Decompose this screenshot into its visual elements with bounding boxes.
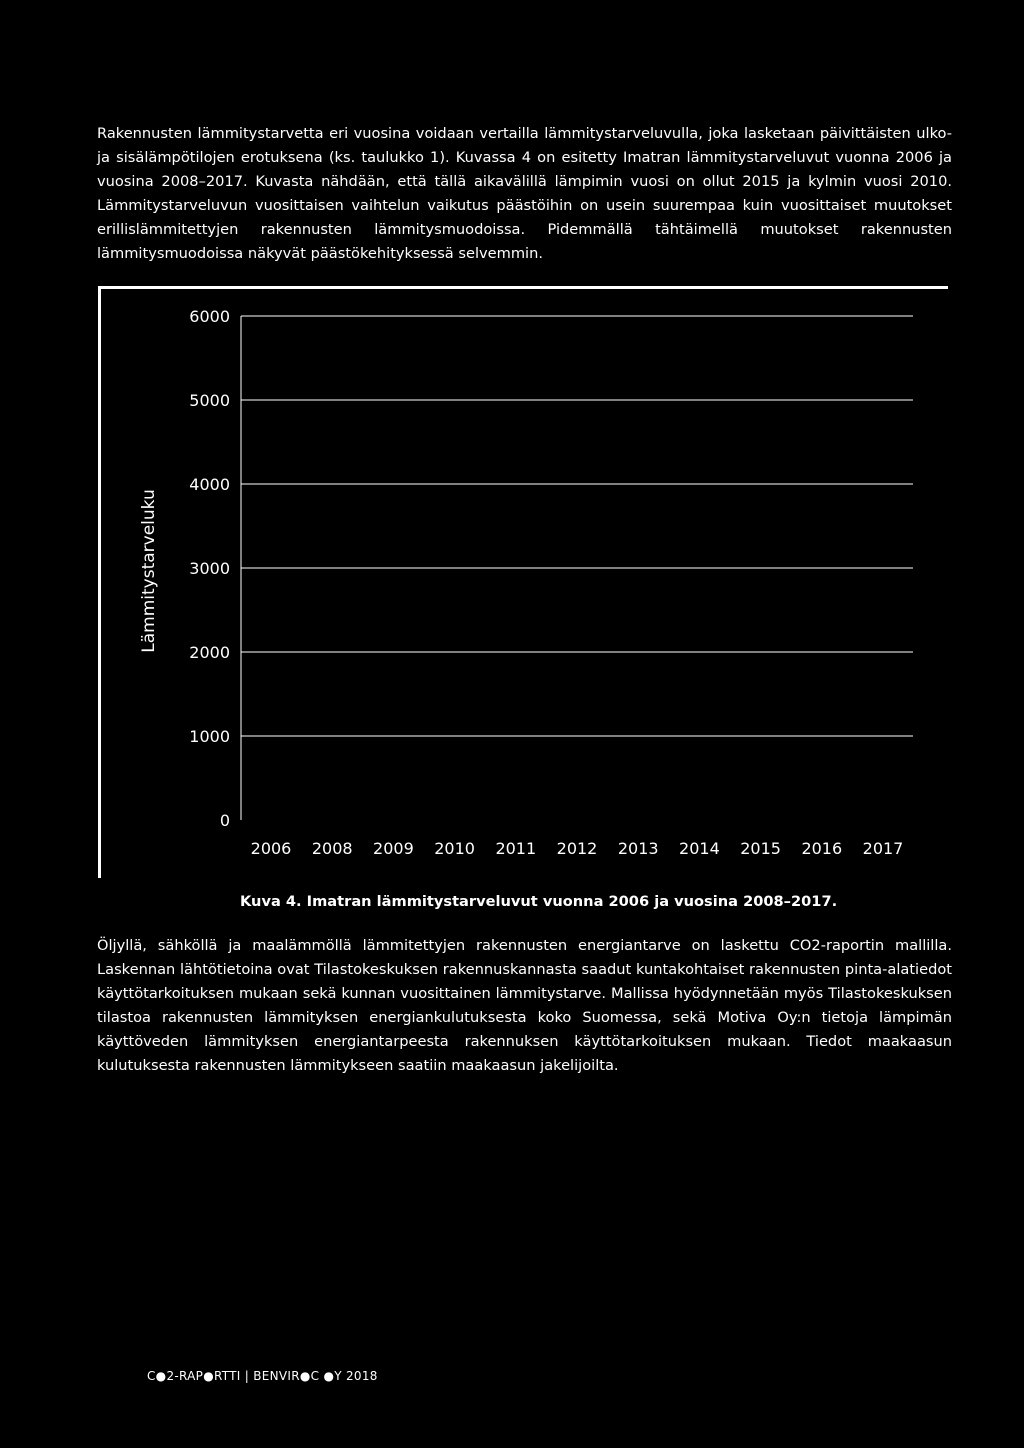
x-tick-label: 2012 [556,839,598,858]
figure-caption: Kuva 4. Imatran lämmitystarveluvut vuonna 2006 ja vuosina 2008–2017. [240,893,838,910]
x-tick-label: 2008 [311,839,353,858]
intro-paragraph: Rakennusten lämmitystarvetta eri vuosina voidaan vertailla lämmitystarveluvulla, joka lasketaan päivittäisten ulko- ja sisälämpötilojen erotuksena (ks. taulukko 1). Kuvassa 4 on esitetty Imatran lämmitystarveluvut vuonna 2006 ja vuosina 2008–2017. Kuvasta nähdään, että tällä aikavälillä lämpimin vuosi on ollut 2015 ja kylmin vuosi 2010. Lämmitystarveluvun vuosittaisen vaihtelun vaikutus päästöihin on usein suurempaa kuin vuosittaiset muutokset erillislämmitettyjen rakennusten lämmitysmuodoissa. Pidemmällä tähtäimellä muutokset rakennusten lämmitysmuodoissa näkyvät päästökehityksessä selvemmin. [97,125,952,262]
x-tick-label: 2010 [434,839,475,858]
x-tick-label: 2014 [679,839,720,858]
y-tick-label: 2000 [189,643,230,662]
heating-degree-chart [98,286,948,878]
y-tick-label: 1000 [189,727,230,746]
y-tick-label: 3000 [189,559,230,578]
y-tick-label: 4000 [189,475,230,494]
page-footer: C●2-RAP●RTTI | BENVIR●C ●Y 2018 [147,1369,378,1383]
x-tick-label: 2006 [250,839,292,858]
y-tick-label: 6000 [189,307,230,326]
x-tick-label: 2009 [373,839,414,858]
method-paragraph: Öljyllä, sähköllä ja maalämmöllä lämmitettyjen rakennusten energiantarve on laskettu CO2-raportin mallilla. Laskennan lähtötietoina ovat Tilastokeskuksen rakennuskannasta saadut kuntakohtaiset rakennusten pinta-alatiedot käyttötarkoituksen mukaan sekä kunnan vuosittainen lämmitystarve. Mallissa hyödynnetään myös Tilastokeskuksen tilastoa rakennusten lämmityksen energiankulutuksesta koko Suomessa, sekä Motiva Oy:n tietoja lämpimän käyttöveden lämmityksen energiantarpeesta rakennuksen käyttötarkoituksen mukaan. Tiedot maakaasun kulutuksesta rakennusten lämmitykseen saatiin maakaasun jakelijoilta. [97,937,952,1074]
y-axis-label: Lämmitystarveluku [139,489,159,653]
y-tick-label: 0 [219,811,230,830]
chart-area [98,286,948,878]
x-tick-label: 2011 [495,839,537,858]
x-tick-label: 2017 [862,839,904,858]
x-tick-label: 2013 [617,839,659,858]
x-tick-label: 2015 [740,839,781,858]
x-tick-label: 2016 [801,839,843,858]
y-tick-label: 5000 [189,391,230,410]
